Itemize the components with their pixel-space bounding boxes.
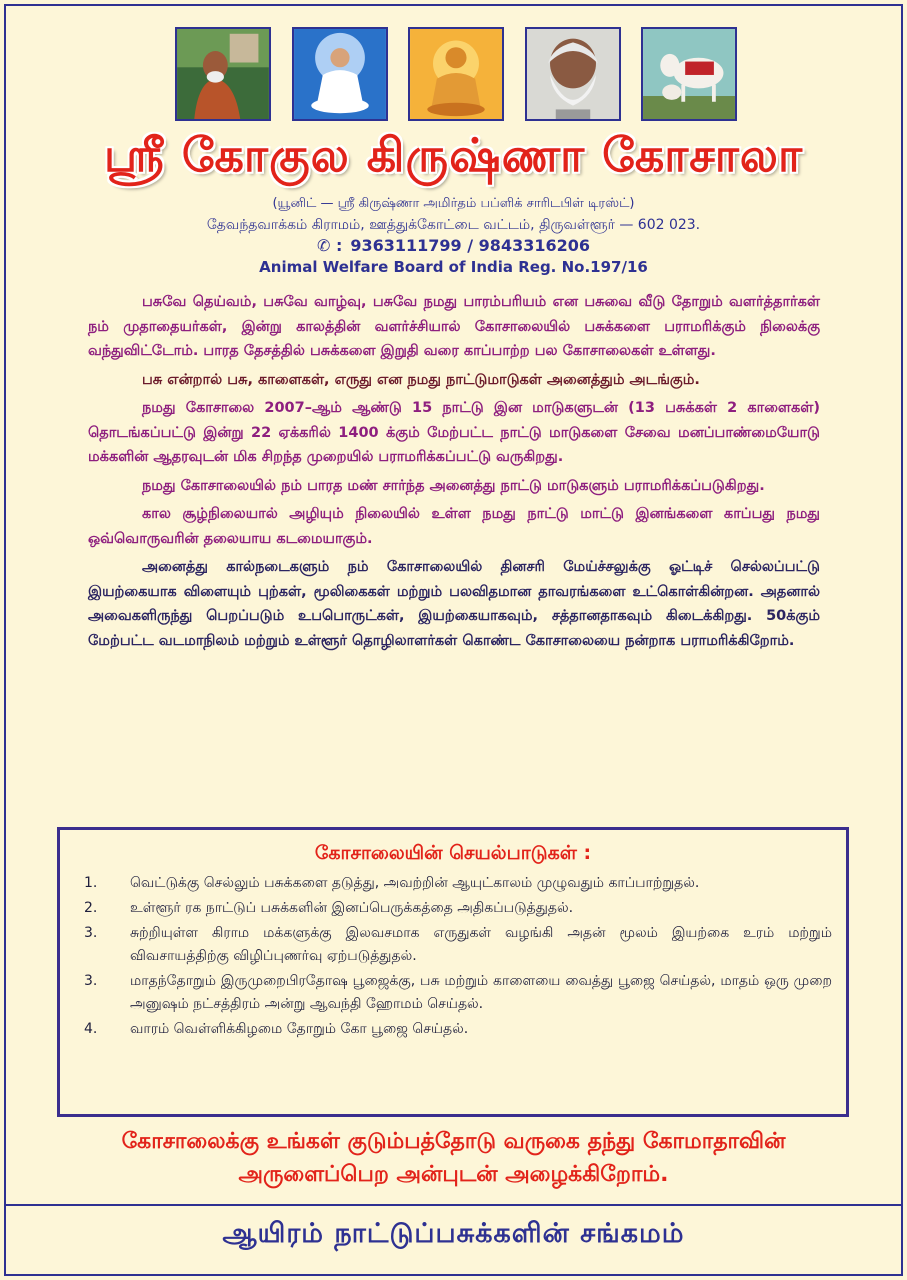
address-line: தேவந்தவாக்கம் கிராமம், ஊத்துக்கோட்டை வட்டம், திருவள்ளூர் — 602 023. <box>206 217 701 233</box>
list-item-text: வெட்டுக்கு செல்லும் பசுக்களை தடுத்து, அவற்றின் ஆயுட்காலம் முழுவதும் காப்பாற்றுதல். <box>130 875 700 891</box>
paragraph-definition: பசு என்றால் பசு, காளைகள், எருது என நமது நாட்டுமாடுகள் அனைத்தும் அடங்கும். <box>142 371 700 388</box>
bearded-sage-icon <box>525 27 621 121</box>
phone-icon: ✆ : <box>316 236 343 255</box>
registration-number: Animal Welfare Board of India Reg. No.197/16 <box>259 258 648 276</box>
phone-line <box>0 236 907 255</box>
description-body <box>88 290 820 657</box>
list-item-number: 2. <box>84 900 98 916</box>
list-item-text: மாதந்தோறும் இருமுறைபிரதோஷ பூஜைக்கு, பசு மற்றும் காளையை வைத்து பூஜை செய்தல், மாதம் ஒரு முறை அனுஷம் நட்சத்திரம் அன்று ஆவந்தி ஹோமம் செய்தல். <box>130 973 832 1012</box>
paragraph-native-breeds: நமது கோசாலையில் நம் பாரத மண் சார்ந்த அனைத்து நாட்டு மாடுகளும் பராமரிக்கப்படுகிறது. <box>142 477 765 494</box>
trust-unit-line: (யூனிட் — ஸ்ரீ கிருஷ்ணா அமிர்தம் பப்ளிக் சாரிடபிள் டிரஸ்ட்) <box>272 196 635 211</box>
footer-divider <box>4 1204 903 1206</box>
paragraph-grazing: அனைத்து கால்நடைகளும் நம் கோசாலையில் தினசரி மேய்ச்சலுக்கு ஓட்டிச் செல்லப்பட்டு இயற்கையாக விளையும் புற்கள், மூலிகைகள் மற்றும் பலவிதமான தாவரங்களை உட்கொள்கின்றன. அதனால் அவைகளிருந்து பெறப்படும் உபபொருட்கள், இயற்கையாகவும், சத்தானதாகவும் கிடைக்கிறது. 50க்கும் மேற்பட்ட வடமாநிலம் மற்றும் உள்ளூர் தொழிலாளர்கள் கொண்ட கோசாலையை நன்றாக பராமரிக்கிறோம். <box>88 559 820 649</box>
saint-portrait-icon <box>175 27 271 121</box>
paragraph-history: நமது கோசாலை 2007–ஆம் ஆண்டு 15 நாட்டு இன மாடுகளுடன் (13 பசுக்கள் 2 காளைகள்) தொடங்கப்பட்டு இன்று 22 ஏக்கரில் 1400 க்கும் மேற்பட்ட நாட்டு மாடுகளை சேவை மனப்பாண்மையோடு மக்களின் ஆதரவுடன் மிக சிறந்த முறையில் பராமரிக்கப்பட்டு வருகிறது. <box>88 400 820 465</box>
list-item-number: 3. <box>84 925 98 941</box>
paragraph-heritage: பசுவே தெய்வம், பசுவே வாழ்வு, பசுவே நமது பாரம்பரியம் என பசுவை வீடு தோறும் வளர்த்தார்கள் நம் முதாதையர்கள், இன்று காலத்தின் வளர்ச்சியால் கோசாலையில் பசுக்களை பராமரிக்கும் நிலைக்கு வந்துவிட்டோம். பாரத தேசத்தில் பசுக்களை இறுதி வரை காப்பாற்ற பல கோசாலைகள் உள்ளது. <box>88 294 820 359</box>
list-item <box>84 970 832 1016</box>
list-item-number: 4. <box>84 1021 98 1037</box>
footer-slogan: ஆயிரம் நாட்டுப்பசுக்களின் சங்கமம் <box>222 1218 685 1249</box>
activities-box <box>57 827 849 1117</box>
paragraph-duty: கால சூழ்நிலையால் அழியும் நிலையில் உள்ள நமது நாட்டு மாட்டு இனங்களை காப்பது நமது ஒவ்வொருவரின் தலையாய கடமையாகும். <box>88 506 820 547</box>
cow-and-calf-icon <box>641 27 737 121</box>
header-photo-row <box>175 27 737 123</box>
list-item <box>84 872 832 895</box>
goshala-title: ஸ்ரீ கோகுல கிருஷ்ணா கோசாலா <box>104 128 803 182</box>
invitation-line-2: அருளைப்பெற அன்புடன் அழைக்கிறோம். <box>238 1162 669 1187</box>
meditating-saint-icon <box>292 27 388 121</box>
invitation-line-1: கோசாலைக்கு உங்கள் குடும்பத்தோடு வருகை தந்து கோமாதாவின் <box>121 1129 786 1154</box>
activities-title: கோசாலையின் செயல்பாடுகள் : <box>314 842 592 864</box>
list-item <box>84 922 832 968</box>
activities-list <box>84 872 832 1043</box>
list-item <box>84 1018 832 1041</box>
list-item-text: வாரம் வெள்ளிக்கிழமை தோறும் கோ பூஜை செய்தல். <box>130 1021 469 1037</box>
golden-deity-icon <box>408 27 504 121</box>
list-item-number: 1. <box>84 875 98 891</box>
list-item-text: உள்ளூர் ரக நாட்டுப் பசுக்களின் இனப்பெருக்கத்தை அதிகப்படுத்துதல். <box>130 900 574 916</box>
list-item-text: சுற்றியுள்ள கிராம மக்களுக்கு இலவசமாக எருதுகள் வழங்கி அதன் மூலம் இயற்கை உரம் மற்றும் விவசாயத்திற்கு விழிப்புணர்வு ஏற்படுத்துதல். <box>130 925 832 964</box>
list-item-number: 3. <box>84 973 98 989</box>
list-item <box>84 897 832 920</box>
phone-numbers: 9363111799 / 9843316206 <box>350 236 590 255</box>
